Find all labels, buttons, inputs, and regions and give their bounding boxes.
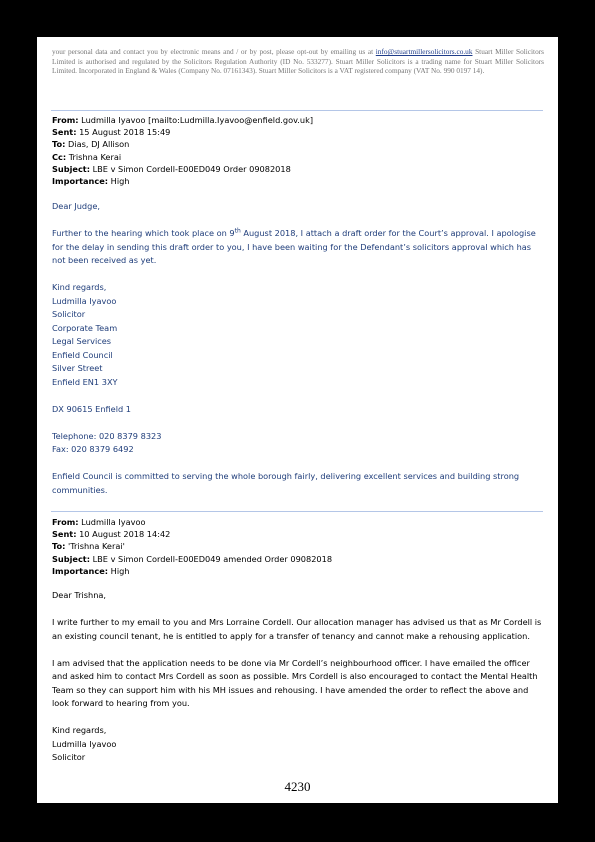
email2-importance: High (110, 565, 130, 576)
page-number: 4230 (284, 779, 311, 794)
email1-importance: High (110, 176, 130, 187)
email2-subject-row: Subject: LBE v Simon Cordell-E00ED049 amended Order 09082018 (52, 553, 333, 564)
email1-to: Dias, DJ Allison (68, 139, 130, 150)
email2-importance-row: Importance: High (52, 565, 130, 576)
disclaimer-text (52, 47, 544, 76)
document-page (37, 37, 558, 803)
separator-line-1 (51, 110, 543, 111)
email1-telephone: Telephone: 020 8379 8323 (52, 430, 162, 441)
email1-paragraph: Further to the hearing which took place on 9th August 2018, I attach a draft order for the Court’s approval. I apologise for the delay in sending this draft order to you, I have been waiting for the Defendant’s solicitors approval which has not been received as yet. (52, 227, 536, 265)
email1-body (52, 200, 544, 497)
email1-cc-row: Cc: Trishna Kerai (52, 151, 122, 162)
email2-to: 'Trishna Kerai' (68, 541, 125, 552)
email2-body (52, 589, 544, 765)
email2-sent: 10 August 2018 14:42 (79, 529, 171, 540)
email1-from: Ludmilla Iyavoo [mailto:Ludmilla.Iyavoo@enfield.gov.uk] (81, 115, 314, 125)
email1-from-row: From: Ludmilla Iyavoo [mailto:Ludmilla.Iyavoo@enfield.gov.uk] (52, 115, 314, 125)
email2-paragraph-1: I write further to my email to you and Mrs Lorraine Cordell. Our allocation manager has advised us that as Mr Cordell is an existing council tenant, he is entitled to apply for a transfer of tenancy and cannot make a rehousing application. (52, 617, 542, 641)
email1-tagline: Enfield Council is committed to serving the whole borough fairly, delivering excellent services and building strong communities. (52, 471, 520, 495)
email1-greeting: Dear Judge, (52, 201, 100, 211)
disclaimer-body: Stuart Miller Solicitors Limited is authorised and regulated by the Solicitors Regulation Authority (ID No. 533277). Stuart Miller Solicitors is a trading name for Stuart Miller Solicitors Limited. Incorporated in England & Wales (Company No. 07161343). Stuart Miller Solicitors is a VAT registered company (VAT No. 990 0197 14). (52, 47, 544, 76)
email1-signature: Kind regards, Ludmilla Iyavoo Solicitor Corporate Team Legal Services Enfield Council Silver Street Enfield EN1 3XY (52, 282, 118, 387)
email1-dx: DX 90615 Enfield 1 (52, 403, 132, 414)
email2-header (52, 516, 547, 577)
email1-subject-row: Subject: LBE v Simon Cordell-E00ED049 Order 09082018 (52, 163, 291, 174)
email1-fax: Fax: 020 8379 6492 (52, 444, 134, 454)
email1-sent: 15 August 2018 15:49 (79, 127, 171, 138)
disclaimer-email-link[interactable]: info@stuartmillersolicitors.co.uk (375, 47, 473, 56)
email2-from: Ludmilla Iyavoo (81, 517, 146, 527)
email2-greeting: Dear Trishna, (52, 590, 107, 600)
email2-subject: LBE v Simon Cordell-E00ED049 amended Order 09082018 (92, 553, 333, 564)
email2-paragraph-2: I am advised that the application needs to be done via Mr Cordell’s neighbourhood officer. I have emailed the officer and asked him to contact Mrs Cordell as soon as possible. Mrs Cordell is also encouraged to contact the Mental Health Team so they can support him with his MH issues and rehousing. I have amended the order to reflect the above and look forward to hearing from you. (52, 657, 538, 708)
email1-importance-row: Importance: High (52, 176, 130, 187)
email2-sent-row: Sent: 10 August 2018 14:42 (52, 529, 171, 540)
email2-from-row: From: Ludmilla Iyavoo (52, 517, 146, 527)
email1-header (52, 114, 547, 187)
email1-cc: Trishna Kerai (68, 151, 122, 162)
email1-subject: LBE v Simon Cordell-E00ED049 Order 09082018 (92, 163, 291, 174)
disclaimer-intro: your personal data and contact you by electronic means and / or by post, please opt-out by emailing us at (52, 47, 374, 56)
email2-to-row: To: 'Trishna Kerai' (52, 541, 125, 552)
separator-line-2 (51, 511, 543, 512)
email1-sent-row: Sent: 15 August 2018 15:49 (52, 127, 171, 138)
email2-signature: Kind regards, Ludmilla Iyavoo Solicitor (52, 725, 117, 762)
email1-to-row: To: Dias, DJ Allison (52, 139, 130, 150)
